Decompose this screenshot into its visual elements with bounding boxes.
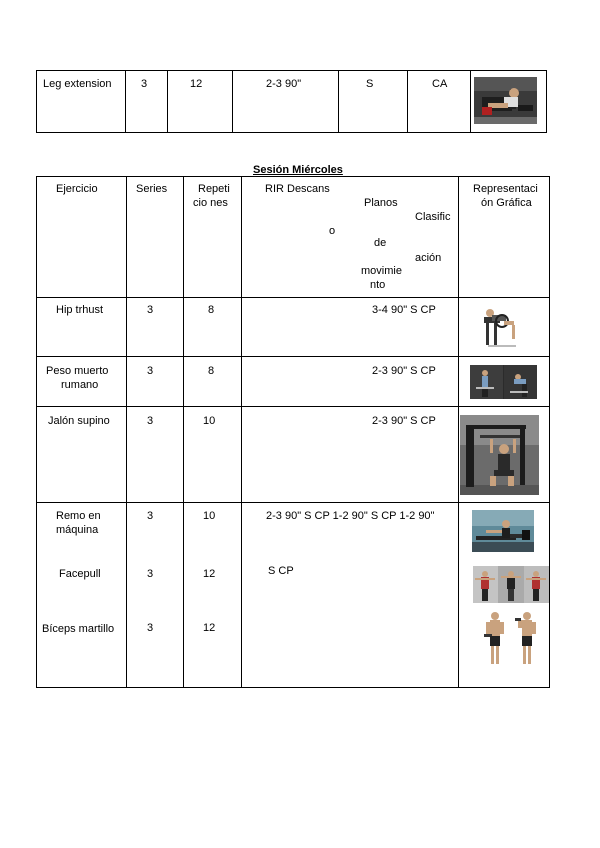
header-acion: ación (415, 252, 442, 264)
session-title: Sesión Miércoles (253, 164, 343, 176)
row-reps: 12 (203, 622, 216, 634)
cell-divider (338, 70, 339, 133)
header-reps-line2: cio nes (193, 197, 228, 209)
cell-divider (407, 70, 408, 133)
row-reps: 8 (208, 304, 215, 316)
row-details: 2-3 90" S CP 1-2 90" S CP 1-2 90" (266, 510, 435, 522)
row-exercise: Bíceps martillo (42, 623, 115, 635)
row-reps: 8 (208, 365, 215, 377)
column-divider (241, 176, 242, 688)
row-exercise: Jalón supino (48, 415, 110, 427)
row-divider (36, 297, 550, 298)
row-reps: 12 (203, 568, 216, 580)
cell-divider (470, 70, 471, 133)
exercise-name: Leg extension (43, 78, 112, 90)
header-clasific: Clasific (415, 211, 451, 223)
row-series: 3 (147, 510, 154, 522)
row-reps: 10 (203, 510, 216, 522)
row-details: 2-3 90" S CP (372, 365, 436, 377)
lat-pulldown-image (460, 415, 539, 495)
row-exercise: Peso muerto (46, 365, 109, 377)
header-o: o (329, 225, 336, 237)
row-series: 3 (147, 365, 154, 377)
header-series: Series (136, 183, 168, 195)
column-divider (183, 176, 184, 688)
row-divider (36, 502, 550, 503)
cell-divider (167, 70, 168, 133)
row-details: 2-3 90" S CP (372, 415, 436, 427)
row-series: 3 (147, 568, 154, 580)
header-graphic-line2: ón Gráfica (481, 197, 532, 209)
header-graphic-line1: Representaci (473, 183, 538, 195)
hip-thrust-image (480, 305, 520, 350)
header-nto: nto (370, 279, 386, 291)
series-value: 3 (141, 78, 148, 90)
header-de: de (374, 237, 387, 249)
row-details: 3-4 90" S CP (372, 304, 436, 316)
header-movimie: movimie (361, 265, 402, 277)
plane-value: S (366, 78, 374, 90)
machine-row-image (472, 510, 534, 552)
row-series: 3 (147, 622, 154, 634)
row-series: 3 (147, 415, 154, 427)
facepull-image (473, 566, 549, 603)
cell-divider (232, 70, 233, 133)
row-series: 3 (147, 304, 154, 316)
header-planos: Planos (364, 197, 398, 209)
reps-value: 12 (190, 78, 203, 90)
row-reps: 10 (203, 415, 216, 427)
classification-value: CA (432, 78, 448, 90)
row-divider (36, 356, 550, 357)
row-exercise: Facepull (59, 568, 101, 580)
column-divider (458, 176, 459, 688)
row-divider (36, 406, 550, 407)
row-exercise: Remo en (56, 510, 101, 522)
row-exercise-line2: rumano (61, 379, 99, 391)
romanian-deadlift-image (470, 365, 537, 399)
column-divider (126, 176, 127, 688)
hammer-curl-image (482, 610, 542, 668)
row-details-line2: S CP (268, 565, 294, 577)
leg-extension-image (474, 77, 537, 124)
row-exercise-line2: máquina (56, 524, 99, 536)
cell-divider (125, 70, 126, 133)
rir-rest-value: 2-3 90" (266, 78, 302, 90)
header-rir: RIR Descans (265, 183, 330, 195)
row-exercise: Hip trhust (56, 304, 104, 316)
header-reps-line1: Repeti (198, 183, 230, 195)
header-exercise: Ejercicio (56, 183, 98, 195)
